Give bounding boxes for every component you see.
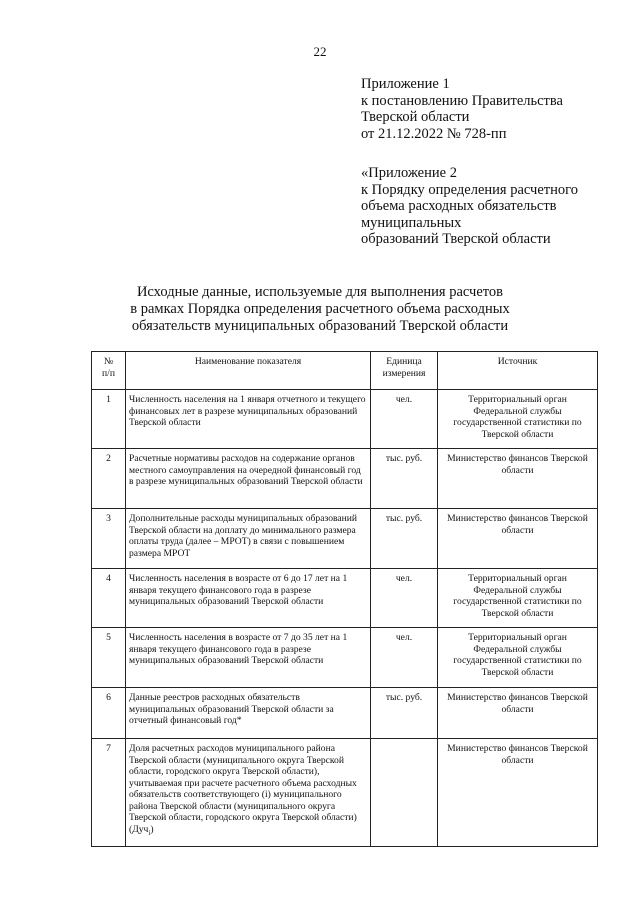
appendix-1-line: Тверской области — [361, 109, 470, 125]
row-name-subscript: i — [148, 828, 151, 837]
row-name: Данные реестров расходных обязательств муниципальных образований Тверской области за отчетный финансовый год* — [126, 688, 371, 739]
table-row — [92, 569, 598, 628]
appendix-2-line: к Порядку определения расчетного — [361, 181, 578, 198]
row-source: Территориальный орган Федеральной службы государственной статистики по Тверской области — [438, 628, 598, 688]
row-number: 2 — [92, 449, 126, 509]
row-unit: чел. — [371, 569, 438, 628]
table-row — [92, 628, 598, 688]
header-unit — [371, 352, 438, 390]
row-unit: чел. — [371, 390, 438, 449]
row-name-tail: ) — [150, 823, 154, 835]
appendix-1-line: от 21.12.2022 № 728-пп — [361, 125, 507, 142]
header-number-line2: п/п — [102, 367, 115, 379]
table-row — [92, 739, 598, 847]
row-unit: тыс. руб. — [371, 509, 438, 569]
appendix-2-line: образований Тверской области — [361, 231, 551, 247]
title-line: в рамках Порядка определения расчетного объема расходных — [130, 301, 510, 317]
row-source: Министерство финансов Тверской области — [438, 688, 598, 739]
header-source: Источник — [438, 352, 598, 390]
row-name — [126, 739, 371, 847]
row-unit — [371, 739, 438, 847]
row-source: Министерство финансов Тверской области — [438, 509, 598, 569]
row-name-text: Доля расчетных расходов муниципального района Тверской области (муниципального округа Тверской области, городского округа Тверской области), учитываемая при расчете расчетного объема расходных обязательств соответствующего (i) муниципального района Тверской области (муниципального округа Тверской области, городского округа Тверской области) (Дуч — [129, 743, 357, 835]
row-name: Численность населения на 1 января отчетного и текущего финансовых лет в разрезе муниципальных образований Тверской области — [126, 390, 371, 449]
row-source: Министерство финансов Тверской области — [438, 449, 598, 509]
appendix-1-line: Приложение 1 — [361, 76, 450, 92]
row-number: 1 — [92, 390, 126, 449]
row-source: Территориальный орган Федеральной службы государственной статистики по Тверской области — [438, 569, 598, 628]
appendix-1-header — [361, 76, 563, 142]
header-unit-line2: измерения — [382, 367, 426, 379]
header-number — [92, 352, 126, 390]
appendix-2-line: «Приложение 2 — [361, 165, 457, 181]
appendix-2-header — [361, 165, 578, 248]
table-header-row — [92, 352, 598, 390]
row-source: Территориальный орган Федеральной службы государственной статистики по Тверской области — [438, 390, 598, 449]
header-number-line1: № — [103, 356, 114, 367]
title-line: обязательств муниципальных образований Тверской области — [131, 318, 509, 334]
row-unit: тыс. руб. — [371, 449, 438, 509]
title-line: Исходные данные, используемые для выполнения расчетов — [136, 284, 504, 300]
row-name: Численность населения в возрасте от 7 до 35 лет на 1 января текущего финансового года в разрезе муниципальных образований Тверской области — [126, 628, 371, 688]
table-row — [92, 509, 598, 569]
parameters-table — [91, 351, 598, 847]
row-number: 4 — [92, 569, 126, 628]
appendix-2-line: объема расходных обязательств — [361, 198, 557, 214]
row-name: Расчетные нормативы расходов на содержание органов местного самоуправления на очередной финансовый год в разрезе муниципальных образований Тверской области — [126, 449, 371, 509]
appendix-2-line: муниципальных — [361, 214, 462, 231]
header-name: Наименование показателя — [126, 352, 371, 390]
table-row — [92, 449, 598, 509]
page-number: 22 — [313, 44, 327, 59]
row-unit: тыс. руб. — [371, 688, 438, 739]
row-name: Дополнительные расходы муниципальных образований Тверской области на доплату до минимального размера оплаты труда (далее – МРОТ) в связи с повышением размера МРОТ — [126, 509, 371, 569]
appendix-1-line: к постановлению Правительства — [361, 92, 563, 109]
row-number: 7 — [92, 739, 126, 847]
row-unit: чел. — [371, 628, 438, 688]
table-row — [92, 390, 598, 449]
row-source: Министерство финансов Тверской области — [438, 739, 598, 847]
row-number: 3 — [92, 509, 126, 569]
document-title — [0, 284, 640, 335]
row-number: 5 — [92, 628, 126, 688]
row-number: 6 — [92, 688, 126, 739]
row-name: Численность населения в возрасте от 6 до 17 лет на 1 января текущего финансового года в разрезе муниципальных образований Тверской области — [126, 569, 371, 628]
header-unit-line1: Единица — [386, 356, 422, 367]
table-row — [92, 688, 598, 739]
